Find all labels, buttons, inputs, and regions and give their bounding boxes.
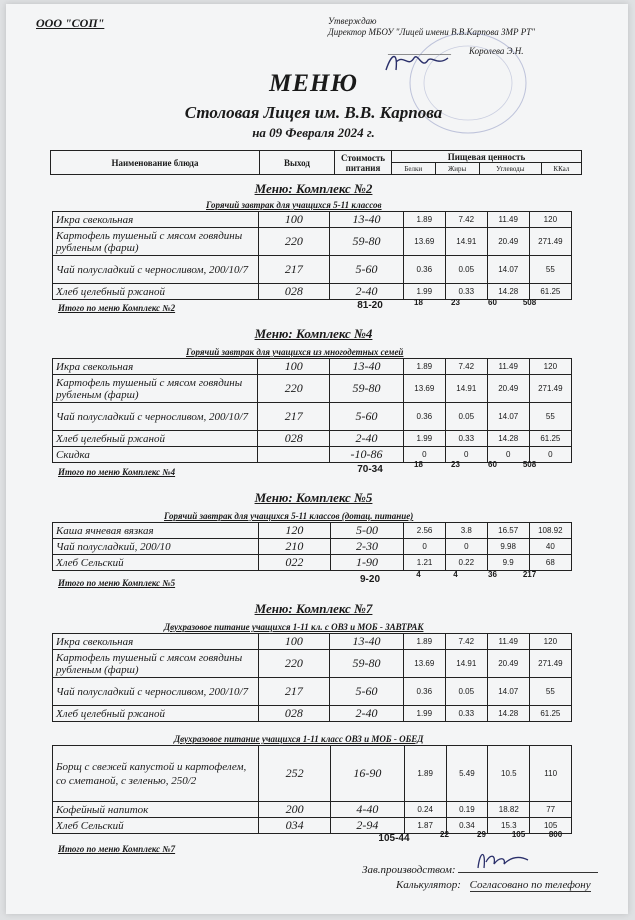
table-row (53, 634, 572, 650)
dish-cost: 16-90 (331, 746, 405, 802)
total-protein: 4 (416, 570, 421, 579)
dish-kcal: 120 (529, 634, 571, 650)
dish-name: Икра свекольная (53, 212, 259, 228)
dish-name: Картофель тушеный с мясом говядины рубленым (фарш) (53, 650, 259, 678)
dish-cost: 1-90 (330, 555, 403, 571)
dish-yield: 217 (258, 678, 330, 706)
dish-protein: 1.87 (404, 818, 446, 834)
header-nutrition: Пищевая ценность (392, 151, 582, 163)
header-cost: Стоимость питания (335, 151, 392, 175)
dish-fat: 5.49 (446, 746, 488, 802)
dish-fat: 14.91 (445, 650, 487, 678)
complex-total-label: Итого по меню Комплекс №5 (58, 578, 176, 588)
header-yield: Выход (260, 151, 335, 175)
total-fat: 29 (477, 830, 486, 839)
dish-carbs: 14.28 (487, 284, 529, 300)
dish-protein: 1.99 (403, 284, 445, 300)
complex-total-cost: 81-20 (357, 300, 383, 311)
complex-total-cost: 9-20 (359, 574, 380, 585)
dish-kcal: 108.92 (529, 523, 571, 539)
table-row (53, 403, 572, 431)
dish-yield: 210 (258, 539, 330, 555)
dish-cost: 2-94 (331, 818, 405, 834)
dish-protein: 13.69 (403, 650, 445, 678)
dish-kcal: 55 (529, 403, 571, 431)
complex-total-nutrition (400, 298, 548, 307)
dish-protein: 1.89 (403, 359, 445, 375)
dish-fat: 7.42 (445, 634, 487, 650)
dish-cost: 59-80 (330, 228, 404, 256)
calculator-value: Согласовано по телефону (469, 879, 591, 891)
dish-carbs: 16.57 (487, 523, 529, 539)
table-row (53, 228, 572, 256)
complex-subtitle-lunch: Двухразовое питание учащихся 1-11 класс ОВЗ и МОБ - ОБЕД (174, 734, 424, 744)
dish-carbs: 9.9 (487, 555, 529, 571)
dish-cost: 4-40 (331, 802, 405, 818)
dish-name: Хлеб Сельский (53, 555, 259, 571)
dish-kcal: 120 (529, 212, 571, 228)
dish-fat: 0.22 (445, 555, 487, 571)
production-signature-line (458, 860, 598, 873)
dish-name: Чай полусладкий, 200/10 (53, 539, 259, 555)
table-row (53, 802, 572, 818)
dish-yield: 120 (258, 523, 330, 539)
complex-total-cost: 70-34 (357, 464, 383, 475)
approve-signature-line: ______________ Королева Э.Н. (388, 46, 524, 56)
dish-carbs: 11.49 (487, 212, 529, 228)
dish-name: Каша ячневая вязкая (53, 523, 259, 539)
dish-fat: 0.19 (446, 802, 488, 818)
dish-fat: 14.91 (445, 228, 487, 256)
dish-protein: 0.36 (403, 403, 445, 431)
dish-yield: 217 (258, 256, 330, 284)
dish-protein: 1.99 (403, 431, 445, 447)
dish-kcal: 0 (529, 447, 571, 463)
dish-name: Хлеб целебный ржаной (53, 431, 258, 447)
total-carbs: 105 (511, 830, 526, 839)
table-row (53, 555, 572, 571)
organization-name: ООО "СОП" (36, 16, 105, 30)
table-row (53, 746, 572, 802)
dish-name: Чай полусладкий с черносливом, 200/10/7 (53, 256, 259, 284)
dish-cost: 13-40 (330, 359, 404, 375)
production-manager-label: Зав.производством: (362, 864, 456, 876)
dish-cost: 2-40 (330, 284, 404, 300)
complex-total-cost: 105-44 (378, 833, 410, 844)
production-signature-icon (472, 844, 532, 872)
dish-carbs: 11.49 (487, 359, 529, 375)
complex-title: Меню: Комплекс №2 (254, 181, 373, 196)
dish-cost: 2-40 (330, 706, 404, 722)
dish-carbs: 10.5 (488, 746, 530, 802)
total-kcal: 800 (548, 830, 563, 839)
complex-table (52, 211, 572, 300)
dish-name: Картофель тушеный с мясом говядины рубленым (фарш) (53, 228, 259, 256)
dish-fat: 7.42 (445, 359, 487, 375)
dish-kcal: 110 (530, 746, 572, 802)
dish-kcal: 40 (529, 539, 571, 555)
dish-protein: 1.21 (404, 555, 446, 571)
page-title: МЕНЮ (269, 70, 358, 97)
dish-fat: 0.33 (445, 706, 487, 722)
complex-title: Меню: Комплекс №4 (254, 326, 373, 341)
table-row (53, 539, 572, 555)
table-row (53, 431, 572, 447)
dish-yield: 100 (258, 212, 330, 228)
dish-fat: 0 (445, 539, 487, 555)
complex-total-label: Итого по меню Комплекс №4 (58, 467, 176, 477)
dish-yield: 220 (258, 375, 330, 403)
complex-subtitle: Двухразовое питание учащихся 1-11 кл. с ОВЗ и МОБ - ЗАВТРАК (164, 622, 424, 632)
dish-protein: 0.24 (404, 802, 446, 818)
dish-name: Хлеб Сельский (53, 818, 259, 834)
total-kcal: 508 (522, 460, 537, 469)
dish-kcal: 55 (529, 678, 571, 706)
dish-yield: 022 (258, 555, 330, 571)
total-kcal: 217 (522, 570, 537, 579)
dish-yield: 028 (258, 706, 330, 722)
dish-kcal: 61.25 (529, 431, 571, 447)
dish-fat: 0.05 (445, 256, 487, 284)
total-kcal: 508 (522, 298, 537, 307)
dish-carbs: 14.07 (487, 403, 529, 431)
dish-name: Икра свекольная (53, 634, 259, 650)
total-protein: 18 (414, 298, 423, 307)
dish-carbs: 14.07 (487, 678, 529, 706)
table-row (53, 650, 572, 678)
dish-yield: 034 (259, 818, 331, 834)
dish-name: Хлеб целебный ржаной (53, 284, 259, 300)
dish-protein: 1.89 (403, 634, 445, 650)
complex-total-label: Итого по меню Комплекс №7 (58, 844, 176, 854)
complex-title: Меню: Комплекс №7 (254, 601, 373, 616)
dish-protein: 0 (404, 539, 446, 555)
dish-yield: 252 (259, 746, 331, 802)
complex-subtitle: Горячий завтрак для учащихся 5-11 классов (206, 200, 382, 210)
page-subtitle: Столовая Лицея им. В.В. Карпова (184, 103, 443, 122)
dish-carbs: 14.28 (487, 706, 529, 722)
dish-fat: 0.05 (445, 678, 487, 706)
header-name: Наименование блюда (51, 151, 260, 175)
dish-kcal: 77 (530, 802, 572, 818)
dish-yield: 028 (258, 431, 330, 447)
dish-cost: 13-40 (330, 212, 404, 228)
complex-subtitle: Горячий завтрак для учащихся из многодетных семей (186, 347, 404, 357)
dish-carbs: 18.82 (488, 802, 530, 818)
dish-fat: 0.33 (445, 284, 487, 300)
dish-carbs: 14.07 (487, 256, 529, 284)
dish-kcal: 68 (529, 555, 571, 571)
dish-name: Хлеб целебный ржаной (53, 706, 259, 722)
header-carbs: Углеводы (479, 163, 541, 175)
menu-sheet (6, 4, 628, 914)
dish-name: Кофейный напиток (53, 802, 259, 818)
dish-carbs: 20.49 (487, 650, 529, 678)
dish-protein: 1.89 (403, 212, 445, 228)
dish-fat: 3.8 (445, 523, 487, 539)
dish-name: Скидка (53, 447, 258, 463)
dish-carbs: 11.49 (487, 634, 529, 650)
dish-kcal: 271.49 (529, 375, 571, 403)
dish-fat: 0.34 (446, 818, 488, 834)
dish-yield (258, 447, 330, 463)
dish-protein: 13.69 (403, 375, 445, 403)
header-kcal: ККал (541, 163, 581, 175)
dish-cost: 59-80 (330, 375, 404, 403)
table-row (53, 523, 572, 539)
total-fat: 4 (453, 570, 458, 579)
table-row (53, 256, 572, 284)
header-protein: Белки (392, 163, 436, 175)
dish-yield: 028 (258, 284, 330, 300)
dish-fat: 7.42 (445, 212, 487, 228)
dish-yield: 100 (258, 634, 330, 650)
dish-cost: 5-60 (330, 678, 404, 706)
dish-fat: 0.33 (445, 431, 487, 447)
dish-kcal: 271.49 (529, 228, 571, 256)
dish-protein: 1.99 (403, 706, 445, 722)
dish-kcal: 105 (530, 818, 572, 834)
dish-cost: 5-00 (330, 523, 403, 539)
header-table (50, 150, 582, 175)
table-row (53, 678, 572, 706)
dish-kcal: 61.25 (529, 706, 571, 722)
complex-title: Меню: Комплекс №5 (254, 490, 373, 505)
dish-yield: 200 (259, 802, 331, 818)
dish-name: Борщ с свежей капустой и картофелем, со сметаной, с зеленью, 250/2 (53, 746, 259, 802)
dish-fat: 14.91 (445, 375, 487, 403)
dish-protein: 1.89 (404, 746, 446, 802)
complex-table (52, 358, 572, 463)
dish-kcal: 120 (529, 359, 571, 375)
dish-yield: 220 (258, 650, 330, 678)
dish-cost: 13-40 (330, 634, 404, 650)
dish-carbs: 20.49 (487, 375, 529, 403)
dish-cost: 2-30 (330, 539, 403, 555)
dish-protein: 13.69 (403, 228, 445, 256)
complex-table-lunch (52, 745, 572, 834)
dish-protein: 0 (403, 447, 445, 463)
dish-kcal: 271.49 (529, 650, 571, 678)
approve-line: Утверждаю (328, 16, 377, 26)
dish-protein: 2.56 (404, 523, 446, 539)
dish-fat: 0 (445, 447, 487, 463)
table-row (53, 212, 572, 228)
dish-fat: 0.05 (445, 403, 487, 431)
total-protein: 18 (414, 460, 423, 469)
dish-carbs: 14.28 (487, 431, 529, 447)
total-fat: 23 (451, 298, 460, 307)
complex-total-nutrition (400, 570, 548, 579)
complex-table (52, 522, 572, 571)
total-carbs: 36 (488, 570, 497, 579)
header-fat: Жиры (435, 163, 479, 175)
complex-total-nutrition (426, 830, 574, 839)
dish-name: Чай полусладкий с черносливом, 200/10/7 (53, 678, 259, 706)
menu-date: на 09 Февраля 2024 г. (252, 125, 375, 140)
dish-carbs: 20.49 (487, 228, 529, 256)
dish-kcal: 55 (529, 256, 571, 284)
approve-position: Директор МБОУ "Лицей имени В.В.Карпова ЗМР РТ" (328, 27, 535, 37)
calculator-line (396, 879, 591, 892)
total-carbs: 60 (488, 298, 497, 307)
dish-yield: 217 (258, 403, 330, 431)
approver-name: Королева Э.Н. (469, 46, 524, 56)
dish-protein: 0.36 (403, 256, 445, 284)
complex-total-nutrition (400, 460, 548, 469)
dish-cost: 2-40 (330, 431, 404, 447)
complex-subtitle: Горячий завтрак для учащихся 5-11 классов (дотац. питание) (164, 511, 414, 521)
production-manager-line (362, 860, 598, 876)
dish-cost: -10-86 (330, 447, 404, 463)
dish-yield: 220 (258, 228, 330, 256)
table-row (53, 359, 572, 375)
total-carbs: 60 (488, 460, 497, 469)
dish-name: Чай полусладкий с черносливом, 200/10/7 (53, 403, 258, 431)
dish-cost: 59-80 (330, 650, 404, 678)
complex-total-label: Итого по меню Комплекс №2 (58, 303, 176, 313)
dish-kcal: 61.25 (529, 284, 571, 300)
dish-carbs: 9.98 (487, 539, 529, 555)
total-fat: 23 (451, 460, 460, 469)
calculator-label: Калькулятор: (396, 879, 461, 891)
table-row (53, 706, 572, 722)
dish-yield: 100 (258, 359, 330, 375)
dish-cost: 5-60 (330, 256, 404, 284)
complex-table (52, 633, 572, 722)
total-protein: 22 (440, 830, 449, 839)
table-row (53, 375, 572, 403)
dish-cost: 5-60 (330, 403, 404, 431)
dish-carbs: 0 (487, 447, 529, 463)
dish-protein: 0.36 (403, 678, 445, 706)
dish-name: Картофель тушеный с мясом говядины рубленым (фарш) (53, 375, 258, 403)
dish-carbs: 15.3 (488, 818, 530, 834)
dish-name: Икра свекольная (53, 359, 258, 375)
